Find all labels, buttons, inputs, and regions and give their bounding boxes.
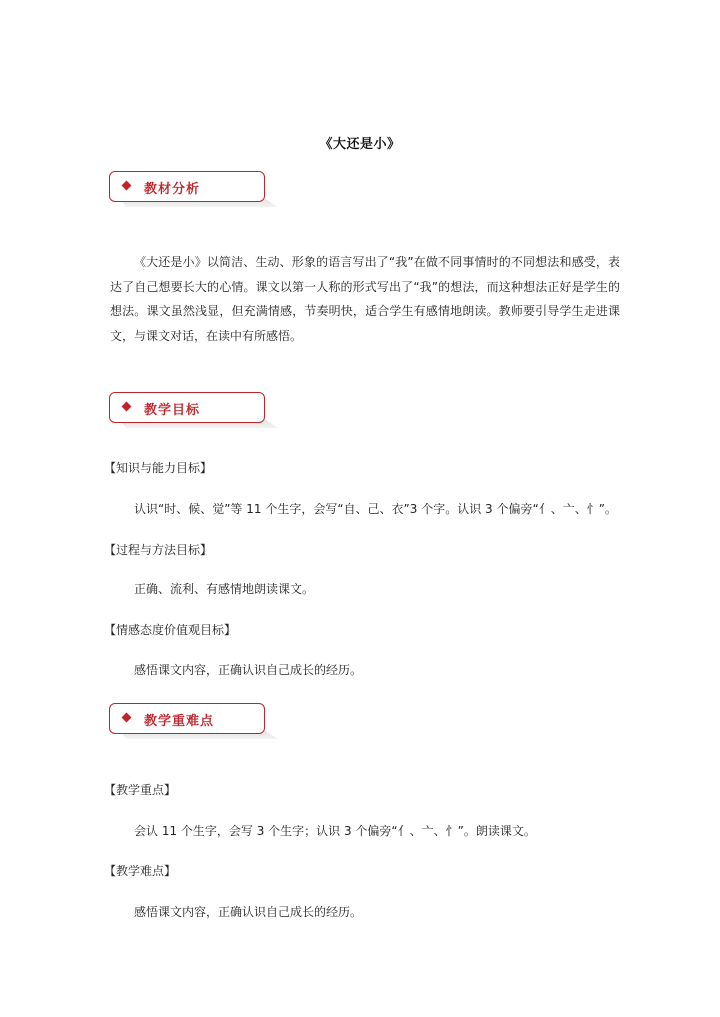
section-header-analysis <box>109 171 265 202</box>
knowledge-goal-text: 认识“时、候、觉”等 11 个生字，会写“自、己、衣”3 个字。认识 3 个偏旁“亻、亠、忄”。 <box>134 502 617 516</box>
section-header-keypoints <box>109 703 265 734</box>
header-shadow <box>120 199 278 207</box>
process-goal-text: 正确、流利、有感情地朗读课文。 <box>134 582 315 596</box>
emotion-goal-text: 感悟课文内容，正确认识自己成长的经历。 <box>134 663 363 677</box>
focus-text: 会认 11 个生字，会写 3 个生字；认识 3 个偏旁“亻、亠、忄”。朗读课文。 <box>134 824 536 838</box>
diamond-bullet-icon <box>122 181 132 191</box>
section-header-goals <box>109 392 265 423</box>
section-label: 教学目标 <box>144 403 201 418</box>
difficulty-label: 【教学难点】 <box>104 864 177 878</box>
analysis-paragraph: 《大还是小》以简洁、生动、形象的语言写出了“我”在做不同事情时的不同想法和感受，表达了自己想要长大的心情。课文以第一人称的形式写出了“我”的想法，而这种想法正好是学生的想法。课文虽然浅显，但充满情感，节奏明快，适合学生有感情地朗读。教师要引导学生走进课文，与课文对话，在读中有所感悟。 <box>110 255 620 343</box>
process-goal-label: 【过程与方法目标】 <box>104 543 213 557</box>
emotion-goal-label: 【情感态度价值观目标】 <box>104 623 237 637</box>
diamond-bullet-icon <box>122 402 132 412</box>
header-shadow <box>120 731 278 739</box>
section-label: 教材分析 <box>144 182 201 197</box>
header-shadow <box>120 420 278 428</box>
page-title: 《大还是小》 <box>319 137 401 152</box>
diamond-bullet-icon <box>122 713 132 723</box>
difficulty-text: 感悟课文内容，正确认识自己成长的经历。 <box>134 905 363 919</box>
knowledge-goal-label: 【知识与能力目标】 <box>104 461 213 475</box>
focus-label: 【教学重点】 <box>104 783 177 797</box>
section-label: 教学重难点 <box>144 714 215 729</box>
